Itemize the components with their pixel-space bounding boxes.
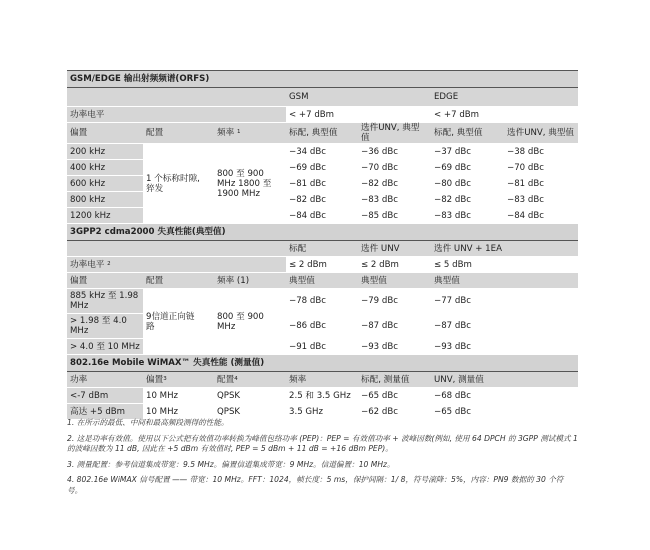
wimax-cell: −65 dBc [358, 388, 431, 404]
orfs-cell: −83 dBc [504, 192, 578, 208]
wimax-cell: 10 MHz [143, 404, 214, 420]
cdma-cell: −93 dBc [358, 339, 431, 355]
cdma-cell: −77 dBc [431, 289, 578, 314]
orfs-cell: −82 dBc [286, 192, 358, 208]
orfs-power-label: 功率电平 [67, 107, 286, 123]
cdma-power-row [67, 257, 578, 273]
orfs-gsm-header: GSM [286, 88, 431, 107]
cdma-power-label: 功率电平 $^2$ [67, 257, 286, 273]
cdma-cell: −87 dBc [431, 314, 578, 339]
orfs-col-config: 配置 [143, 123, 214, 144]
cdma-standard-header-row [67, 241, 578, 257]
cdma-offset: > 4.0 至 10 MHz [67, 339, 143, 355]
cdma-offset: > 1.98 至 4.0 MHz [67, 314, 143, 339]
wimax-col-std: 标配, 测量值 [358, 372, 431, 388]
cdma-title: 3GPP2 cdma2000 失真性能(典型值) [67, 224, 578, 241]
cdma-opt-power: ≤ 2 dBm [358, 257, 431, 273]
table-row [67, 289, 578, 314]
cdma-cell: −93 dBc [431, 339, 578, 355]
wimax-col-opt: UNV, 测量值 [431, 372, 578, 388]
cdma-col-typ: 典型值 [286, 273, 358, 289]
footnote-ref: 4 [234, 375, 238, 382]
orfs-cell: −37 dBc [431, 144, 504, 160]
orfs-cell: −83 dBc [358, 192, 431, 208]
orfs-cell: −82 dBc [431, 192, 504, 208]
orfs-offset: 1200 kHz [67, 208, 143, 224]
orfs-col-edge-opt: 选件UNV, 典型值 [504, 123, 578, 144]
footnote-ref: 3 [163, 375, 167, 382]
cdma-col-typ: 典型值 [358, 273, 431, 289]
cdma-config-value: 9信道正向链路 [143, 289, 214, 355]
orfs-cell: −82 dBc [358, 176, 431, 192]
orfs-cell: −85 dBc [358, 208, 431, 224]
cdma-section-header [67, 224, 578, 241]
orfs-cell: −83 dBc [431, 208, 504, 224]
orfs-col-offset: 偏置 [67, 123, 143, 144]
wimax-power: <-7 dBm [67, 388, 143, 404]
wimax-col-power: 功率 [67, 372, 143, 388]
orfs-gsm-power: < +7 dBm [286, 107, 431, 123]
cdma-opt2-power: ≤ 5 dBm [431, 257, 578, 273]
footnote: 3. 测量配置：参考信道集成带宽：9.5 MHz。偏置信道集成带宽：9 MHz。信道偏置：10 MHz。 [67, 459, 395, 469]
wimax-col-config: 配置$^4$ [214, 372, 286, 388]
footnote-ref: 2 [107, 260, 111, 267]
cdma-cell: −87 dBc [358, 314, 431, 339]
wimax-col-offset: 偏置$^3$ [143, 372, 214, 388]
orfs-section-header [67, 71, 578, 88]
wimax-section-header [67, 355, 578, 372]
wimax-cell: −68 dBc [431, 388, 578, 404]
orfs-title: GSM/EDGE 输出射频频谱(ORFS) [67, 71, 578, 88]
cdma-freq-value: 800 至 900 MHz [214, 289, 286, 355]
wimax-cell: QPSK [214, 404, 286, 420]
orfs-cell: −80 dBc [431, 176, 504, 192]
orfs-offset: 400 kHz [67, 160, 143, 176]
wimax-column-header-row [67, 372, 578, 388]
footnote-ref: 1 [236, 129, 241, 135]
wimax-title: 802.16e Mobile WiMAX™ 失真性能 (测量值) [67, 355, 578, 372]
orfs-col-gsm-std: 标配, 典型值 [286, 123, 358, 144]
cdma-cell: −79 dBc [358, 289, 431, 314]
footnote: 4. 802.16e WiMAX 信号配置 —— 带宽：10 MHz。FFT：1024，帧长度：5 ms，保护间隔：1/ 8，符号滚降：5%，内容：PN9 数据的 30 个符号。 [67, 475, 564, 495]
cdma-cell: −86 dBc [286, 314, 358, 339]
cdma-col-config: 配置 [143, 273, 214, 289]
wimax-cell: 10 MHz [143, 388, 214, 404]
cdma-std-power: ≤ 2 dBm [286, 257, 358, 273]
orfs-offset: 800 kHz [67, 192, 143, 208]
orfs-col-freq: 频率 $^1$ [214, 123, 286, 144]
orfs-edge-power: < +7 dBm [431, 107, 578, 123]
cdma-col-offset: 偏置 [67, 273, 143, 289]
footnote: 1. 在所示的最低、中间和最高频段测得的性能。 [67, 418, 229, 427]
cdma-col-typ: 典型值 [431, 273, 578, 289]
cdma-opt2-header: 选件 UNV + 1EA [431, 241, 578, 257]
orfs-config-value: 1 个标称时隙, 猝发 [143, 144, 214, 224]
wimax-cell: 2.5 和 3.5 GHz [286, 388, 358, 404]
table-row [67, 144, 578, 160]
orfs-standard-header-row [67, 88, 578, 107]
cdma-cell: −91 dBc [286, 339, 358, 355]
wimax-cell: QPSK [214, 388, 286, 404]
orfs-cell: −81 dBc [504, 176, 578, 192]
orfs-edge-header: EDGE [431, 88, 578, 107]
orfs-cell: −34 dBc [286, 144, 358, 160]
orfs-column-header-row [67, 123, 578, 144]
orfs-col-gsm-opt: 选件UNV, 典型值 [358, 123, 431, 144]
cdma-std-header: 标配 [286, 241, 358, 257]
orfs-cell: −36 dBc [358, 144, 431, 160]
wimax-cell: −62 dBc [358, 404, 431, 420]
cdma-cell: −78 dBc [286, 289, 358, 314]
orfs-cell: −38 dBc [504, 144, 578, 160]
orfs-cell: −70 dBc [504, 160, 578, 176]
spec-document [67, 70, 578, 420]
cdma-opt-header: 选件 UNV [358, 241, 431, 257]
wimax-cell: −65 dBc [431, 404, 578, 420]
wimax-power: 高达 +5 dBm [67, 404, 143, 420]
spec-table [67, 70, 578, 420]
orfs-col-edge-std: 标配, 典型值 [431, 123, 504, 144]
orfs-cell: −81 dBc [286, 176, 358, 192]
cdma-column-header-row [67, 273, 578, 289]
cdma-col-freq: 频率 (1) [214, 273, 286, 289]
orfs-cell: −69 dBc [286, 160, 358, 176]
orfs-cell: −69 dBc [431, 160, 504, 176]
table-row [67, 388, 578, 404]
cdma-offset: 885 kHz 至 1.98 MHz [67, 289, 143, 314]
orfs-power-row [67, 107, 578, 123]
wimax-cell: 3.5 GHz [286, 404, 358, 420]
wimax-col-freq: 频率 [286, 372, 358, 388]
orfs-offset: 200 kHz [67, 144, 143, 160]
orfs-cell: −70 dBc [358, 160, 431, 176]
footnote: 2. 这是功率有效值。使用以下公式把有效值功率转换为峰值包络功率 (PEP)：PEP = 有效值功率 + 波峰因数(例如, 使用 64 DPCH 的 3GPP 测试模式 1 的波峰因数为 11 dB, 因此在 +5 dBm 有效值时, PEP = 5 dBm + 11 dB = +16 dBm PEP)。 [67, 433, 578, 453]
footnotes [67, 418, 578, 501]
orfs-offset: 600 kHz [67, 176, 143, 192]
orfs-cell: −84 dBc [286, 208, 358, 224]
orfs-cell: −84 dBc [504, 208, 578, 224]
orfs-freq-value: 800 至 900 MHz 1800 至 1900 MHz [214, 144, 286, 224]
